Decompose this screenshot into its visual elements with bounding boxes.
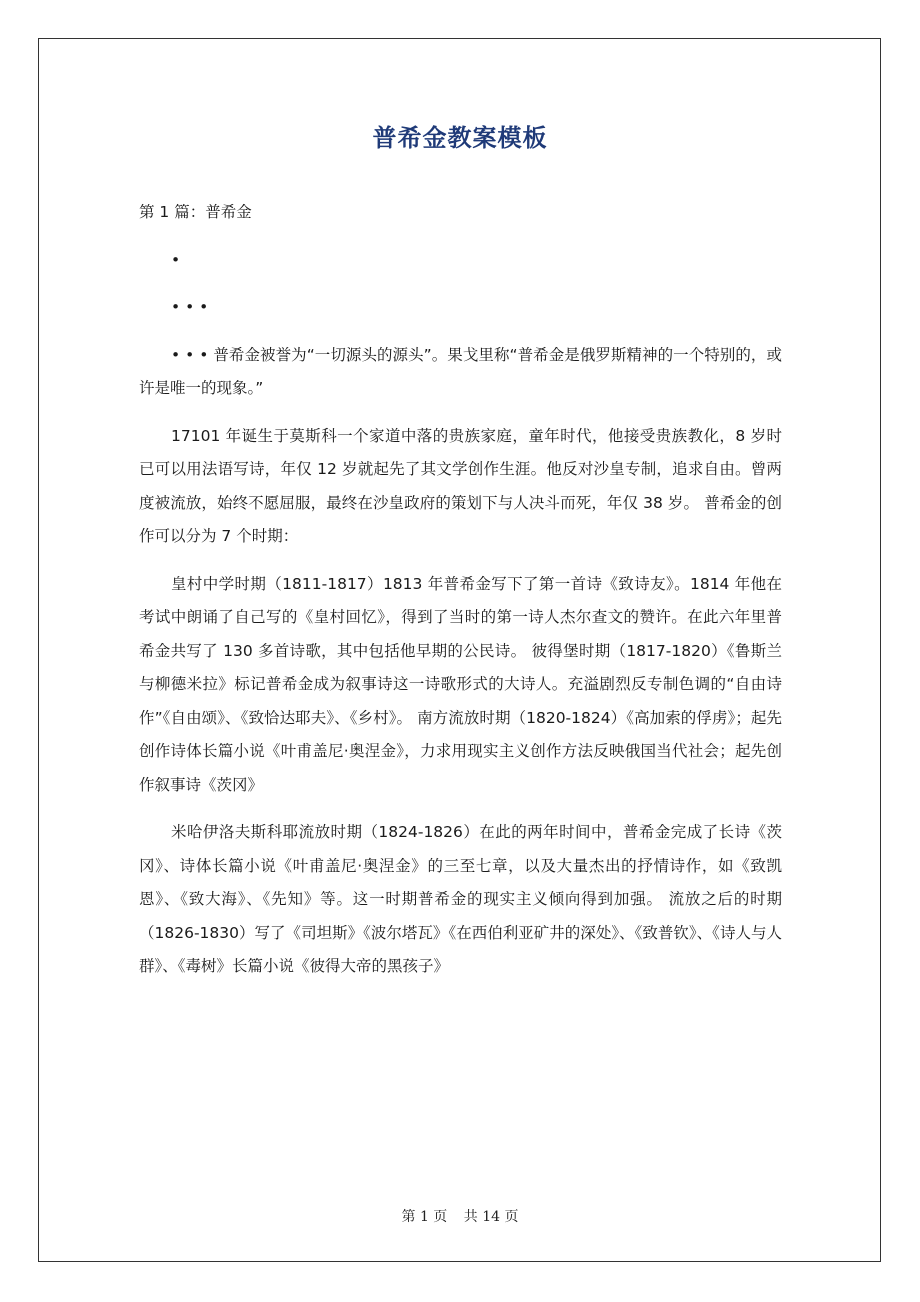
bullet-line-1: • [171, 250, 181, 269]
quote-paragraph: • • • 普希金被誉为“一切源头的源头”。果戈里称“普希金是俄罗斯精神的一个特别的，或许是唯一的现象。” [139, 345, 782, 397]
page-number: 第 1 页 [401, 1209, 448, 1225]
page-total: 共 14 页 [463, 1209, 519, 1225]
paragraph-3: 米哈伊洛夫斯科耶流放时期（1824-1826）在此的两年时间中，普希金完成了长诗《茨冈》、诗体长篇小说《叶甫盖尼·奥涅金》的三至七章，以及大量杰出的抒情诗作，如《致凯恩》、《致大海》、《先知》等。这一时期普希金的现实主义倾向得到加强。 流放之后的时期（1826-1830）写了《司坦斯》《波尔塔瓦》《在西伯利亚矿井的深处》、《致普钦》、《诗人与人群》、《毒树》长篇小说《彼得大帝的黑孩子》 [139, 823, 782, 975]
section-heading: 第 1 篇：普希金 [139, 203, 252, 221]
paragraph-1: 17101 年诞生于莫斯科一个家道中落的贵族家庭，童年时代，他接受贵族教化，8 岁时已可以用法语写诗，年仅 12 岁就起先了其文学创作生涯。他反对沙皇专制，追求自由。曾两度被流放，始终不愿屈服，最终在沙皇政府的策划下与人决斗而死，年仅 38 岁。 普希金的创作可以分为 7 个时期： [139, 426, 782, 545]
bullet-line-2: • • • [171, 298, 209, 316]
document-body [139, 196, 782, 998]
paragraph-2: 皇村中学时期（1811-1817）1813 年普希金写下了第一首诗《致诗友》。1814 年他在考试中朗诵了自己写的《皇村回忆》，得到了当时的第一诗人杰尔查文的赞许。在此六年里普希金共写了 130 多首诗歌，其中包括他早期的公民诗。 彼得堡时期（1817-1820）《鲁斯兰与柳德米拉》标记普希金成为叙事诗这一诗歌形式的大诗人。充溢剧烈反专制色调的“自由诗作”《自由颂》、《致恰达耶夫》、《乡村》。 南方流放时期（1820-1824）《高加索的俘虏》；起先创作诗体长篇小说《叶甫盖尼·奥涅金》，力求用现实主义创作方法反映俄国当代社会；起先创作叙事诗《茨冈》 [139, 574, 782, 794]
page-footer [0, 1206, 920, 1226]
document-title: 普希金教案模板 [372, 124, 548, 152]
